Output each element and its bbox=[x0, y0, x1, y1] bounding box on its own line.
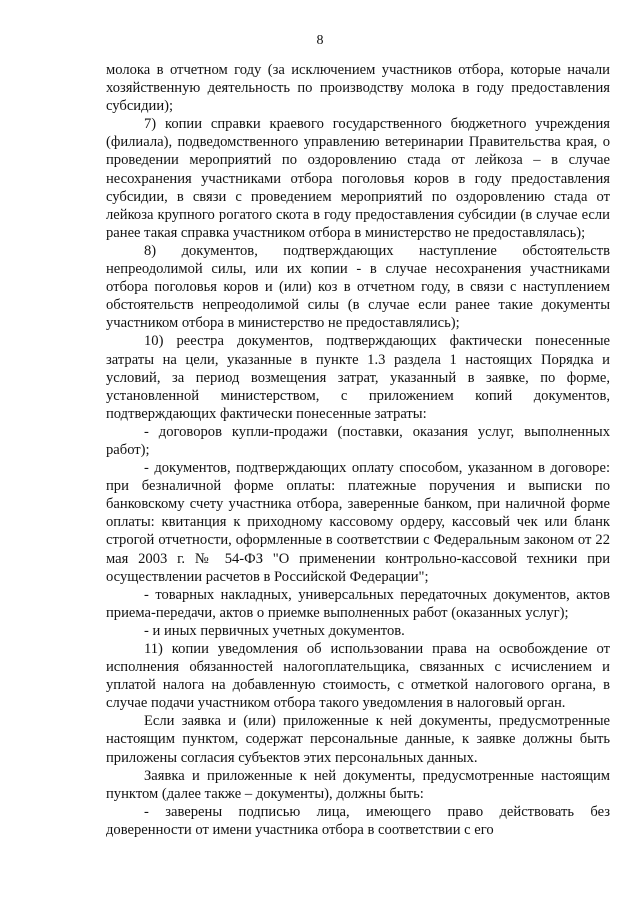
document-body bbox=[106, 61, 610, 839]
page-number: 8 bbox=[316, 33, 324, 48]
paragraph-contracts: - договоров купли-продажи (поставки, оказания услуг, выполненных работ); bbox=[106, 423, 610, 458]
paragraph-item-10: 10) реестра документов, подтверждающих фактически понесенные затраты на цели, указанные в пункте 1.3 раздела 1 настоящих Порядка и условий, за период возмещения затрат, указанный в заявке, по форме, установленной министерством, с приложением копий документов, подтверждающих фактически понесенные затраты: bbox=[106, 333, 610, 422]
paragraph-personal-data: Если заявка и (или) приложенные к ней документы, предусмотренные настоящим пунктом, содержат персональные данные, к заявке должны быть приложены согласия субъектов этих персональных данных. bbox=[106, 713, 610, 766]
paragraph-payment-documents: - документов, подтверждающих оплату способом, указанном в договоре: при безналичной форме оплаты: платежные поручения и выписки по банковскому счету участника отбора, заверенные банком, при наличной форме оплаты: квитанция к приходному кассовому ордеру, кассовый чек или бланк строгой отчетности, оформленные в соответствии с Федеральным законом от 22 мая 2003 г. № 54-ФЗ "О применении контрольно-кассовой техники при осуществлении расчетов в Российской Федерации"; bbox=[106, 460, 610, 585]
paragraph-invoices: - товарных накладных, универсальных передаточных документов, актов приема-передачи, актов о приемке выполненных работ (оказанных услуг); bbox=[106, 586, 610, 621]
paragraph-continuation: молока в отчетном году (за исключением участников отбора, которые начали хозяйственную деятельность по производству молока в году предоставления субсидии); bbox=[106, 62, 610, 115]
paragraph-item-11: 11) копии уведомления об использовании права на освобождение от исполнения обязанностей налогоплательщика, связанных с исчислением и уплатой налога на добавленную стоимость, с отметкой налогового органа, в случае подачи участником отбора такого уведомления в налоговый орган. bbox=[106, 641, 610, 712]
paragraph-item-8: 8) документов, подтверждающих наступление обстоятельств непреодолимой силы, или их копии - в случае несохранения участниками отбора поголовья коров и (или) коз в отчетном году, в связи с наступлением обстоятельств непреодолимой силы (в случае если ранее такие документы участником отбора в министерство не предоставлялись); bbox=[106, 242, 610, 332]
paragraph-application-requirements: Заявка и приложенные к ней документы, предусмотренные настоящим пунктом (далее также – документы), должны быть: bbox=[106, 767, 610, 802]
paragraph-signature-requirement: - заверены подписью лица, имеющего право действовать без доверенности от имени участника отбора в соответствии с его bbox=[106, 803, 610, 838]
paragraph-other-documents: - и иных первичных учетных документов. bbox=[144, 622, 405, 639]
paragraph-item-7: 7) копии справки краевого государственного бюджетного учреждения (филиала), подведомственного управлению ветеринарии Правительства края, о проведении мероприятий по оздоровлению стада от лейкоза – в случае несохранения участниками отбора поголовья коров в году предоставления субсидии, в связи с проведением мероприятий по оздоровлению стада от лейкоза крупного рогатого скота в году предоставления субсидии (в случае если ранее такая справка участником отбора в министерство не предоставлялась); bbox=[106, 116, 610, 241]
